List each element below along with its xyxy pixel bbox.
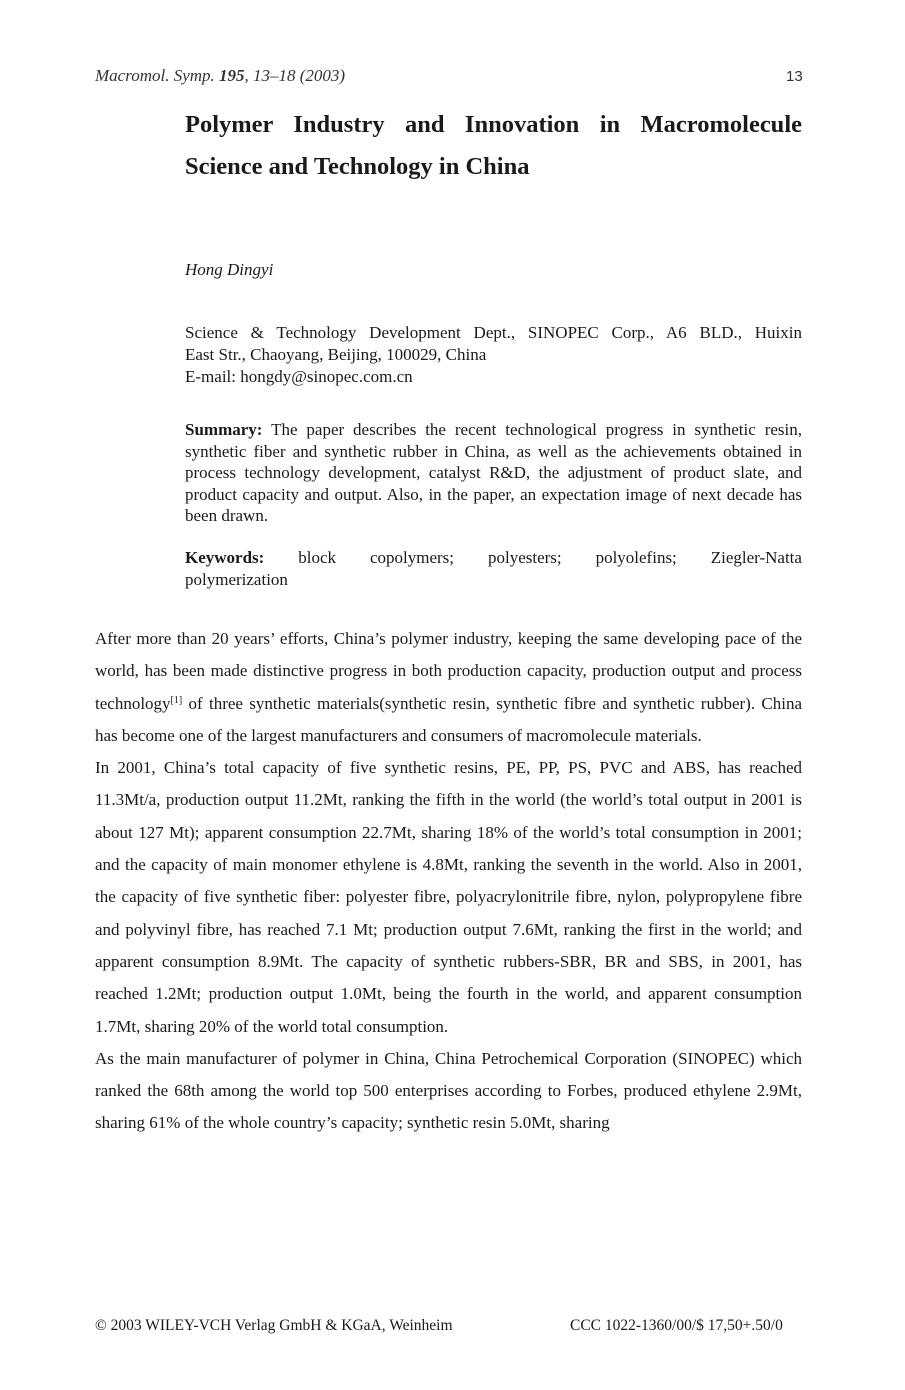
keywords-label: Keywords:: [185, 548, 265, 567]
body-text: [95, 623, 802, 1140]
abstract: [185, 419, 802, 527]
paragraph-1: [95, 623, 802, 752]
title-line-1: Polymer Industry and Innovation in Macromolecule: [185, 111, 802, 138]
author-email: E-mail: hongdy@sinopec.com.cn: [185, 367, 413, 386]
keyword-item: Ziegler-Natta: [710, 548, 802, 567]
paragraph-1-text-a: After more than 20 years’ efforts, China’s polymer industry, keeping the same developing pace of the world, has been made distinctive progress in both production capacity, production output and process technology: [95, 629, 802, 713]
journal-volume: 195: [219, 66, 245, 85]
paragraph-1-text-b: of three synthetic materials(synthetic resin, synthetic fibre and synthetic rubber). China has become one of the largest manufacturers and consumers of macromolecule materials.: [95, 693, 802, 745]
keywords-line-1: [185, 547, 802, 569]
summary-text: The paper describes the recent technological progress in synthetic resin, synthetic fiber and synthetic rubber in China, as well as the achievements obtained in process technology development, catalyst R&D, the adjustment of product slate, and product capacity and output. Also, in the paper, an expectation image of next decade has been drawn.: [185, 420, 802, 525]
keywords-line-2: polymerization: [185, 570, 288, 589]
page-number: 13: [786, 68, 803, 85]
keyword-item: polyolefins;: [595, 548, 677, 567]
journal-name: Macromol. Symp.: [95, 66, 215, 85]
keyword-item: block: [298, 548, 337, 567]
title-line-2: Science and Technology in China: [185, 153, 530, 180]
citation-ref: [1]: [170, 694, 183, 706]
ccc-code: CCC 1022-1360/00/$ 17,50+.50/0: [570, 1317, 783, 1334]
keyword-item: polyesters;: [487, 548, 562, 567]
paper-title: [185, 104, 802, 188]
paragraph-2: In 2001, China’s total capacity of five synthetic resins, PE, PP, PS, PVC and ABS, has reached 11.3Mt/a, production output 11.2Mt, ranking the fifth in the world (the world’s total output in 2001 is about 127 Mt); apparent consumption 22.7Mt, sharing 18% of the world’s total consumption in 2001; and the capacity of main monomer ethylene is 4.8Mt, ranking the seventh in the world. Also in 2001, the capacity of five synthetic fiber: polyester fibre, polyacrylonitrile fibre, nylon, polypropylene fibre and polyvinyl fibre, has reached 7.1 Mt; production output 7.6Mt, ranking the first in the world; and apparent consumption 8.9Mt. The capacity of synthetic rubbers-SBR, BR and SBS, in 2001, has reached 1.2Mt; production output 1.0Mt, being the fourth in the world, and apparent consumption 1.7Mt, sharing 20% of the world total consumption.: [95, 758, 802, 1036]
affiliation-line-2: East Str., Chaoyang, Beijing, 100029, China: [185, 345, 487, 364]
affiliation: [185, 322, 802, 388]
keywords: [185, 547, 802, 591]
summary-label: Summary:: [185, 420, 263, 439]
author-name: Hong Dingyi: [185, 260, 274, 279]
affiliation-line-1: Science & Technology Development Dept., SINOPEC Corp., A6 BLD., Huixin: [185, 323, 802, 342]
copyright-notice: © 2003 WILEY-VCH Verlag GmbH & KGaA, Weinheim: [95, 1317, 453, 1334]
journal-citation: [95, 66, 345, 86]
keyword-item: copolymers;: [369, 548, 455, 567]
journal-pages-year: , 13–18 (2003): [244, 66, 346, 85]
paragraph-3: As the main manufacturer of polymer in China, China Petrochemical Corporation (SINOPEC) which ranked the 68th among the world top 500 enterprises according to Forbes, produced ethylene 2.9Mt, sharing 61% of the whole country’s capacity; synthetic resin 5.0Mt, sharing: [95, 1048, 802, 1133]
